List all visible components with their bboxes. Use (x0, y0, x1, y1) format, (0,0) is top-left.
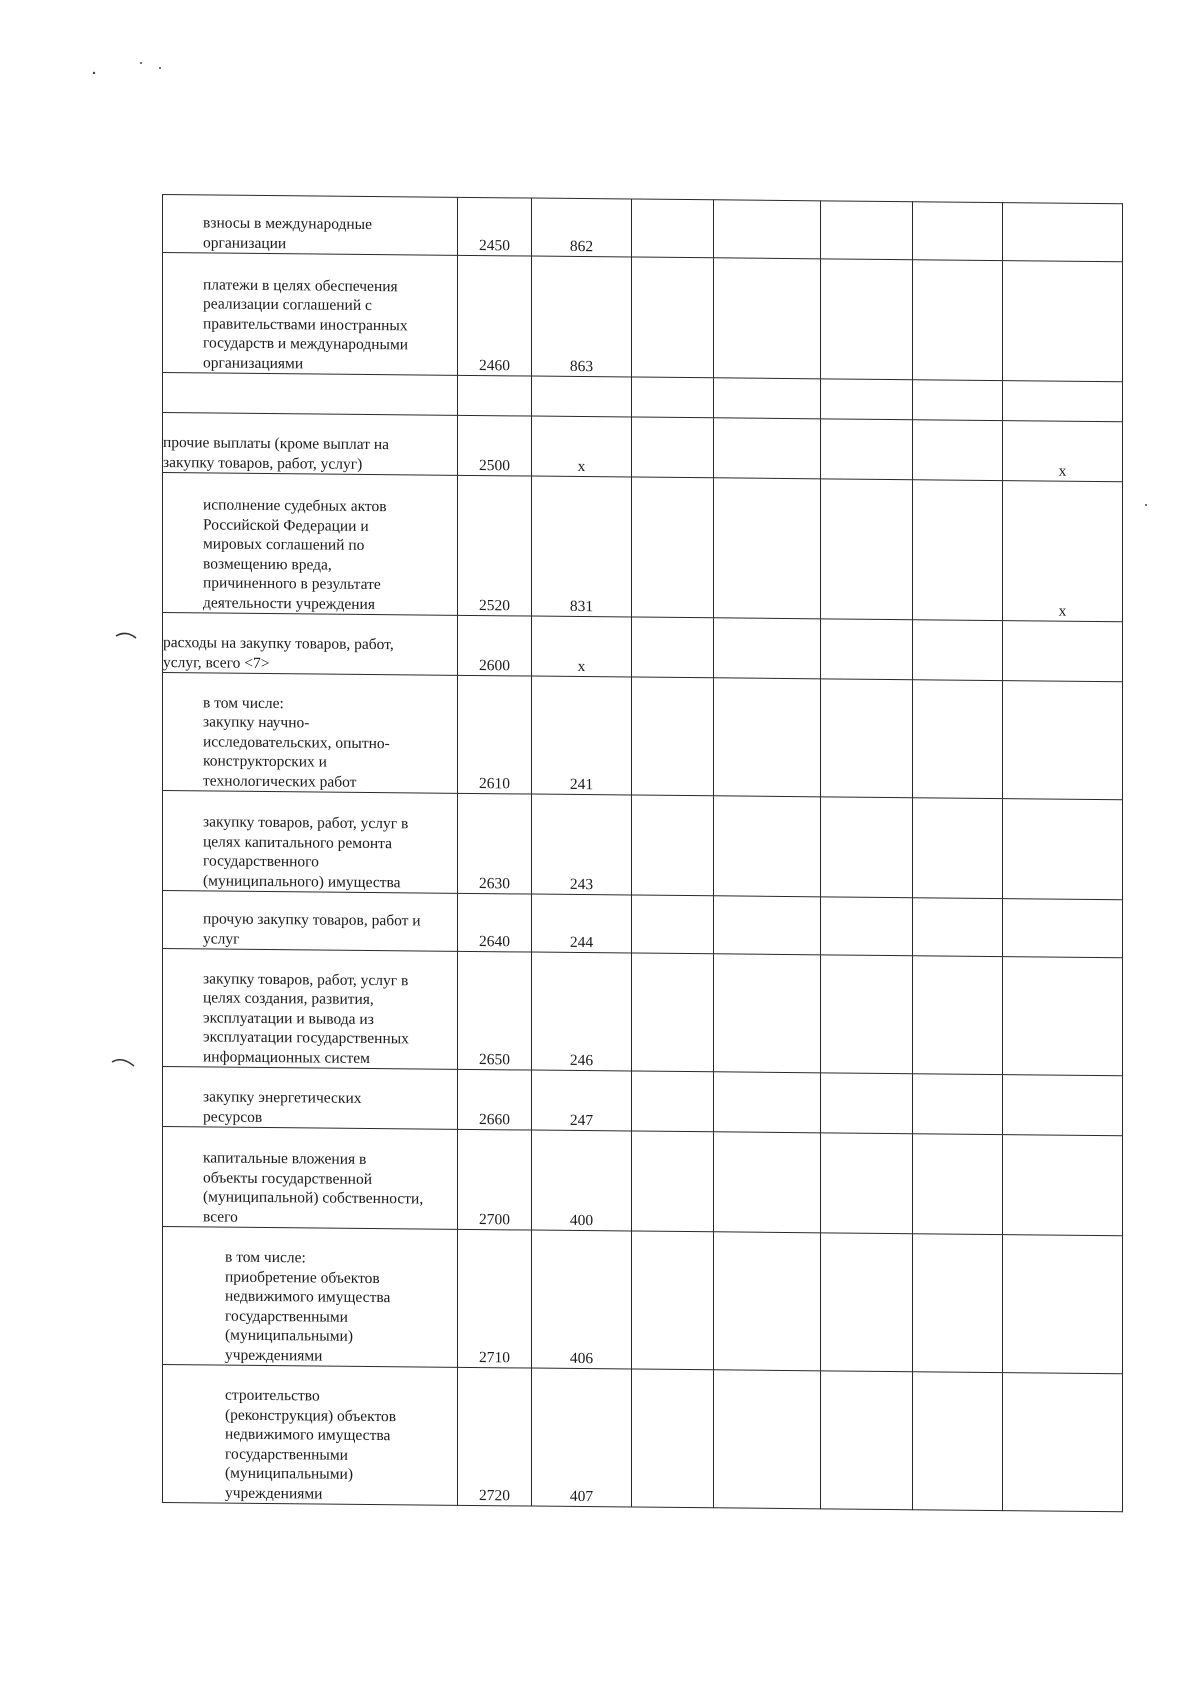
empty-value-cell (714, 378, 821, 419)
table-row (163, 673, 1123, 800)
row-name-cell (163, 791, 458, 894)
row-kosgu: 862 (532, 198, 632, 257)
empty-value-cell (714, 1072, 821, 1133)
table-row (163, 949, 1123, 1076)
row-code: 2610 (458, 675, 532, 794)
empty-value-cell (913, 898, 1003, 957)
row-name: прочие выплаты (кроме выплат на закупку товаров, работ, услуг) (163, 434, 390, 473)
empty-value-cell (913, 620, 1003, 681)
empty-value-cell (913, 420, 1003, 481)
row-code: 2630 (458, 793, 532, 894)
row-last-column-mark (1003, 899, 1123, 958)
empty-value-cell (821, 797, 913, 898)
row-name-cell (163, 673, 458, 794)
row-name: расходы на закупку товаров, работ, услуг, всего <7> (163, 634, 394, 672)
empty-value-cell (714, 1132, 821, 1233)
row-name: прочую закупку товаров, работ и услуг (203, 910, 421, 948)
empty-value-cell (714, 678, 821, 797)
table-row (163, 1127, 1123, 1236)
row-name: капитальные вложения в объекты государственной (муниципальной) собственности, всего (203, 1149, 424, 1226)
row-kosgu: 246 (532, 952, 632, 1071)
table-row (163, 473, 1123, 622)
empty-value-cell (714, 478, 821, 619)
empty-value-cell (632, 895, 714, 954)
row-code: 2650 (458, 951, 532, 1070)
empty-value-cell (714, 796, 821, 897)
row-last-column-mark: х (1003, 481, 1123, 622)
scan-speck (140, 62, 142, 64)
row-name: исполнение судебных актов Российской Федерации и мировых соглашений по возмещению вреда, причиненного в результате деятельности учреждения (203, 496, 387, 613)
empty-value-cell (821, 379, 913, 420)
row-last-column-mark: х (1003, 421, 1123, 482)
empty-value-cell (913, 798, 1003, 899)
row-code: 2640 (458, 893, 532, 952)
row-name: закупку товаров, работ, услуг в целях капитального ремонта государственного (муниципального) имущества (203, 813, 409, 891)
row-code: 2460 (458, 255, 532, 376)
row-name: закупку товаров, работ, услуг в целях создания, развития, эксплуатации и вывода из эксплуатации государственных информационных систем (203, 969, 409, 1067)
row-kosgu: 244 (532, 894, 632, 953)
row-kosgu: х (532, 416, 632, 477)
empty-value-cell (714, 200, 821, 259)
empty-value-cell (632, 477, 714, 618)
empty-value-cell (913, 1074, 1003, 1135)
row-name-cell (163, 473, 458, 616)
row-kosgu (532, 376, 632, 417)
row-kosgu: 247 (532, 1070, 632, 1131)
row-name: взносы в международные организации (203, 214, 372, 252)
empty-value-cell (632, 1071, 714, 1132)
row-name-cell (163, 891, 458, 952)
table-row (163, 253, 1123, 382)
empty-value-cell (821, 1073, 913, 1134)
row-name-cell (163, 373, 458, 416)
row-name: в том числе: приобретение объектов недвижимого имущества государственными (муниципальными) учреждениями (225, 1248, 391, 1365)
row-code: 2500 (458, 415, 532, 476)
row-last-column-mark (1003, 381, 1123, 422)
empty-value-cell (632, 795, 714, 896)
empty-value-cell (913, 202, 1003, 261)
empty-value-cell (714, 1370, 821, 1509)
empty-value-cell (714, 258, 821, 379)
empty-value-cell (714, 954, 821, 1073)
row-last-column-mark (1003, 799, 1123, 900)
row-code: 2660 (458, 1069, 532, 1130)
row-code: 2600 (458, 615, 532, 676)
table-row (163, 791, 1123, 900)
row-kosgu: 406 (532, 1230, 632, 1369)
row-name: платежи в целях обеспечения реализации соглашений с правительствами иностранных государств и международными организациями (203, 275, 409, 372)
table-row (163, 413, 1123, 482)
empty-value-cell (821, 419, 913, 480)
row-last-column-mark (1003, 261, 1123, 382)
row-code: 2520 (458, 475, 532, 616)
row-code: 2720 (458, 1367, 532, 1506)
row-last-column-mark (1003, 681, 1123, 800)
empty-value-cell (714, 618, 821, 679)
row-name-cell (163, 253, 458, 376)
empty-value-cell (632, 617, 714, 678)
table-row (163, 1365, 1123, 1512)
empty-value-cell (632, 1369, 714, 1508)
row-code: 2450 (458, 197, 532, 256)
row-name: закупку энергетических ресурсов (203, 1088, 362, 1126)
row-name-cell (163, 949, 458, 1070)
empty-value-cell (913, 1234, 1003, 1373)
empty-value-cell (821, 1233, 913, 1372)
empty-value-cell (913, 480, 1003, 621)
scan-speck (159, 67, 161, 69)
empty-value-cell (714, 896, 821, 955)
row-kosgu: 831 (532, 476, 632, 617)
row-code: 2700 (458, 1129, 532, 1230)
row-name-cell (163, 613, 458, 676)
empty-value-cell (632, 677, 714, 796)
row-kosgu: х (532, 616, 632, 677)
empty-value-cell (714, 1232, 821, 1371)
row-kosgu: 243 (532, 794, 632, 895)
row-code (458, 375, 532, 416)
row-last-column-mark (1003, 1373, 1123, 1512)
table-row (163, 891, 1123, 958)
empty-value-cell (821, 1133, 913, 1234)
punch-hole-mark (112, 1060, 134, 1066)
row-kosgu: 407 (532, 1368, 632, 1507)
row-last-column-mark (1003, 1135, 1123, 1236)
scan-speck (1145, 504, 1147, 506)
row-last-column-mark (1003, 1235, 1123, 1374)
empty-value-cell (821, 1371, 913, 1510)
empty-value-cell (913, 956, 1003, 1075)
empty-value-cell (821, 479, 913, 620)
table-row (163, 1227, 1123, 1374)
empty-value-cell (821, 619, 913, 680)
row-kosgu: 241 (532, 676, 632, 795)
row-name-cell (163, 1067, 458, 1130)
row-last-column-mark (1003, 957, 1123, 1076)
row-name: в том числе: закупку научно- исследовательских, опытно- конструкторских и технологических работ (203, 693, 390, 791)
empty-value-cell (821, 955, 913, 1074)
row-last-column-mark (1003, 203, 1123, 262)
empty-value-cell (632, 1131, 714, 1232)
empty-value-cell (632, 377, 714, 418)
row-name: строительство (реконструкция) объектов недвижимого имущества государственными (муниципальными) учреждениями (225, 1386, 397, 1503)
empty-value-cell (714, 418, 821, 479)
empty-value-cell (632, 417, 714, 478)
punch-hole-mark (116, 633, 136, 638)
empty-value-cell (821, 679, 913, 798)
table-row (163, 195, 1123, 262)
empty-value-cell (632, 953, 714, 1072)
row-kosgu: 863 (532, 256, 632, 377)
expenses-table (162, 194, 1123, 1512)
empty-value-cell (632, 1231, 714, 1370)
empty-value-cell (821, 897, 913, 956)
scan-speck (93, 72, 95, 74)
row-name-cell (163, 413, 458, 476)
table-row (163, 613, 1123, 682)
row-last-column-mark (1003, 1075, 1123, 1136)
empty-value-cell (913, 1134, 1003, 1235)
row-last-column-mark (1003, 621, 1123, 682)
row-name-cell (163, 1227, 458, 1368)
empty-value-cell (913, 260, 1003, 381)
row-name-cell (163, 1127, 458, 1230)
table-row (163, 1067, 1123, 1136)
empty-value-cell (913, 380, 1003, 421)
row-name-cell (163, 195, 458, 256)
empty-value-cell (913, 680, 1003, 799)
row-code: 2710 (458, 1229, 532, 1368)
empty-value-cell (821, 201, 913, 260)
row-name-cell (163, 1365, 458, 1506)
empty-value-cell (632, 257, 714, 378)
empty-value-cell (632, 199, 714, 258)
empty-value-cell (821, 259, 913, 380)
empty-value-cell (913, 1372, 1003, 1511)
row-kosgu: 400 (532, 1130, 632, 1231)
